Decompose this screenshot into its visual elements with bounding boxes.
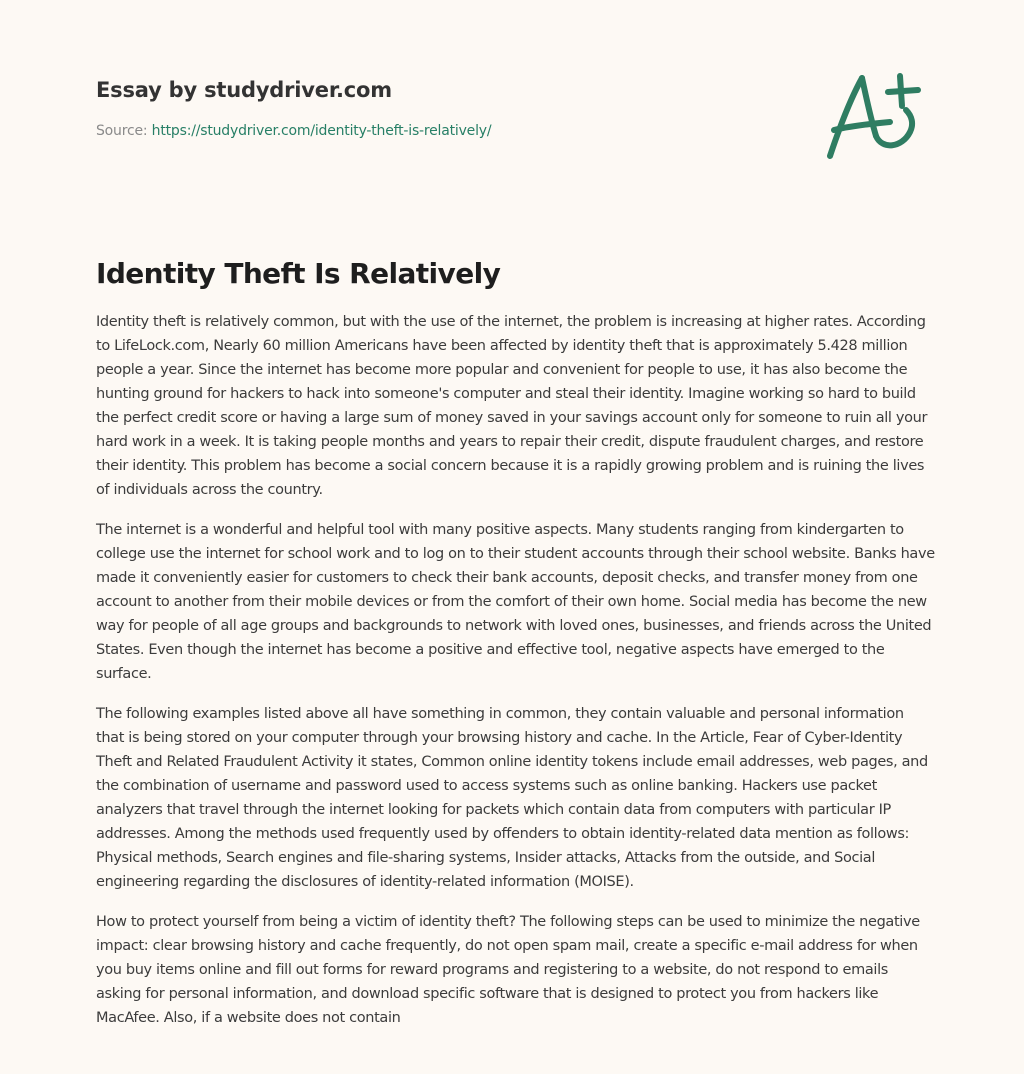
article [96,252,936,1046]
article-paragraph: The internet is a wonderful and helpful tool with many positive aspects. Many students ranging from kindergarten to college use the internet for school work and to log on to their student accounts through their school website. Banks have made it conveniently easier for customers to check their bank accounts, deposit checks, and transfer money from one account to another from their mobile devices or from the comfort of their own home. Social media has become the new way for people of all age groups and backgrounds to network with loved ones, businesses, and friends across the United States. Even though the internet has become a positive and effective tool, negative aspects have emerged to the surface. [96,522,935,682]
article-paragraph: The following examples listed above all have something in common, they contain valuable and personal information that is being stored on your computer through your browsing history and cache. In the Article, Fear of Cyber-Identity Theft and Related Fraudulent Activity it states, Common online identity tokens include email addresses, web pages, and the combination of username and password used to access systems such as online banking. Hackers use packet analyzers that travel through the internet looking for packets which contain data from computers with particular IP addresses. Among the methods used frequently used by offenders to obtain identity-related data mention as follows: Physical methods, Search engines and file-sharing systems, Insider attacks, Attacks from the outside, and Social engineering regarding the disclosures of identity-related information (MOISE). [96,706,928,890]
essay-header [96,74,796,141]
article-title: Identity Theft Is Relatively [96,257,501,290]
site-title: Essay by studydriver.com [96,78,392,102]
source-line [96,121,796,141]
source-label: Source: [96,123,152,139]
source-link[interactable]: https://studydriver.com/identity-theft-is-relatively/ [151,123,492,139]
a-plus-grade-icon [820,66,930,166]
article-paragraph: How to protect yourself from being a victim of identity theft? The following steps can be used to minimize the negative impact: clear browsing history and cache frequently, do not open spam mail, create a specific e-mail address for when you buy items online and fill out forms for reward programs and registering to a website, do not respond to emails asking for personal information, and download specific software that is designed to protect you from hackers like MacAfee. Also, if a website does not contain [96,914,920,1026]
article-paragraph: Identity theft is relatively common, but with the use of the internet, the problem is increasing at higher rates. According to LifeLock.com, Nearly 60 million Americans have been affected by identity theft that is approximately 5.428 million people a year. Since the internet has become more popular and convenient for people to use, it has also become the hunting ground for hackers to hack into someone's computer and steal their identity. Imagine working so hard to build the perfect credit score or having a large sum of money saved in your savings account only for someone to ruin all your hard work in a week. It is taking people months and years to repair their credit, dispute fraudulent charges, and restore their identity. This problem has become a social concern because it is a rapidly growing problem and is ruining the lives of individuals across the country. [96,314,928,498]
